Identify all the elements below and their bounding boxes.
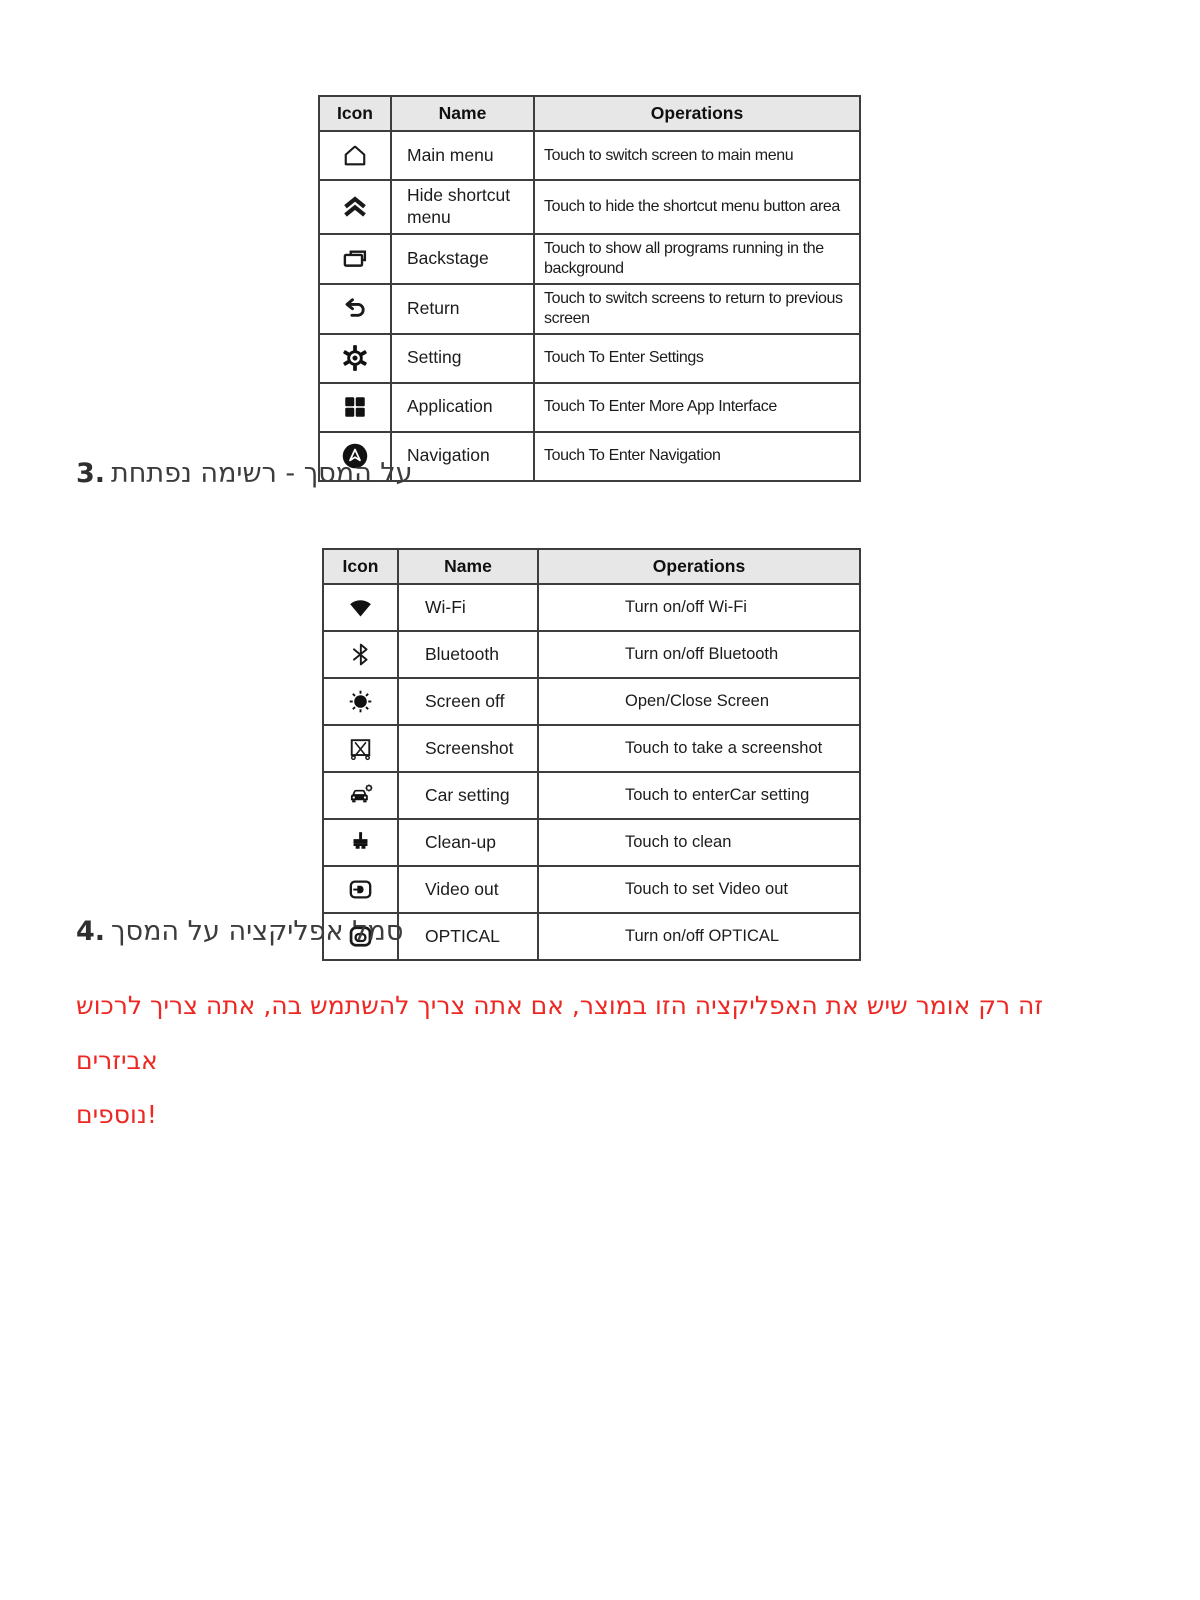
row-name: Video out [398,866,538,913]
row-operation: Touch To Enter More App Interface [534,383,860,432]
row-name: Clean-up [398,819,538,866]
row-name: Wi-Fi [398,584,538,631]
return-icon [319,284,391,334]
table-row [323,866,860,913]
accessories-note [76,979,1106,1143]
row-operation: Touch to set Video out [538,866,860,913]
row-operation: Turn on/off Bluetooth [538,631,860,678]
table-row [323,678,860,725]
section-4-number: 4. [76,916,106,947]
column-header-name: Name [398,549,538,584]
table-row [319,284,860,334]
column-header-operations: Operations [534,96,860,131]
table-row [323,772,860,819]
car-setting-icon [323,772,398,819]
table-row [323,913,860,960]
row-operation: Touch to take a screenshot [538,725,860,772]
video-out-icon [323,866,398,913]
table-header-row [319,96,860,131]
row-name: Bluetooth [398,631,538,678]
section-3-number: 3. [76,458,106,489]
row-operation: Touch to enterCar setting [538,772,860,819]
row-name: OPTICAL [398,913,538,960]
row-operation: Turn on/off OPTICAL [538,913,860,960]
clean-up-icon [323,819,398,866]
row-name: Main menu [391,131,534,180]
wifi-icon [323,584,398,631]
section-4-text: סמל אפליקציה על המסך [111,916,404,947]
backstage-icon [319,234,391,284]
row-operation: Touch to switch screens to return to previous screen [534,284,860,334]
accessories-note-line: נוספים! [76,1100,157,1129]
row-operation: Touch to switch screen to main menu [534,131,860,180]
row-name: Backstage [391,234,534,284]
table-row [319,234,860,284]
row-name: Screen off [398,678,538,725]
row-name: Navigation [391,432,534,481]
table-row [323,819,860,866]
table-row [323,725,860,772]
column-header-name: Name [391,96,534,131]
row-name: Hide shortcut menu [391,180,534,234]
bluetooth-icon [323,631,398,678]
table-row [319,334,860,383]
row-name: Application [391,383,534,432]
screen-off-icon [323,678,398,725]
dropdown-list-table [322,548,861,961]
accessories-note-line: זה רק אומר שיש את האפליקציה הזו במוצר, אם אתה צריך להשתמש בה, אתה צריך לרכוש אביזרים [76,991,1044,1075]
section-3-heading [76,458,413,489]
table-row [323,584,860,631]
row-operation: Touch to show all programs running in the background [534,234,860,284]
section-4-heading [76,916,403,947]
table-header-row [323,549,860,584]
setting-icon [319,334,391,383]
row-operation: Open/Close Screen [538,678,860,725]
shortcut-menu-table [318,95,861,482]
column-header-icon: Icon [323,549,398,584]
row-operation: Touch to clean [538,819,860,866]
row-name: Screenshot [398,725,538,772]
row-operation: Touch to hide the shortcut menu button area [534,180,860,234]
table-row [319,383,860,432]
row-operation: Touch To Enter Settings [534,334,860,383]
home-icon [319,131,391,180]
table-row [319,180,860,234]
row-name: Car setting [398,772,538,819]
table-row [319,131,860,180]
row-operation: Touch To Enter Navigation [534,432,860,481]
screenshot-icon [323,725,398,772]
section-3-text: על המסך - רשימה נפתחת [111,458,413,489]
hide-shortcut-icon [319,180,391,234]
column-header-operations: Operations [538,549,860,584]
table-row [323,631,860,678]
row-name: Setting [391,334,534,383]
row-operation: Turn on/off Wi-Fi [538,584,860,631]
application-icon [319,383,391,432]
row-name: Return [391,284,534,334]
column-header-icon: Icon [319,96,391,131]
